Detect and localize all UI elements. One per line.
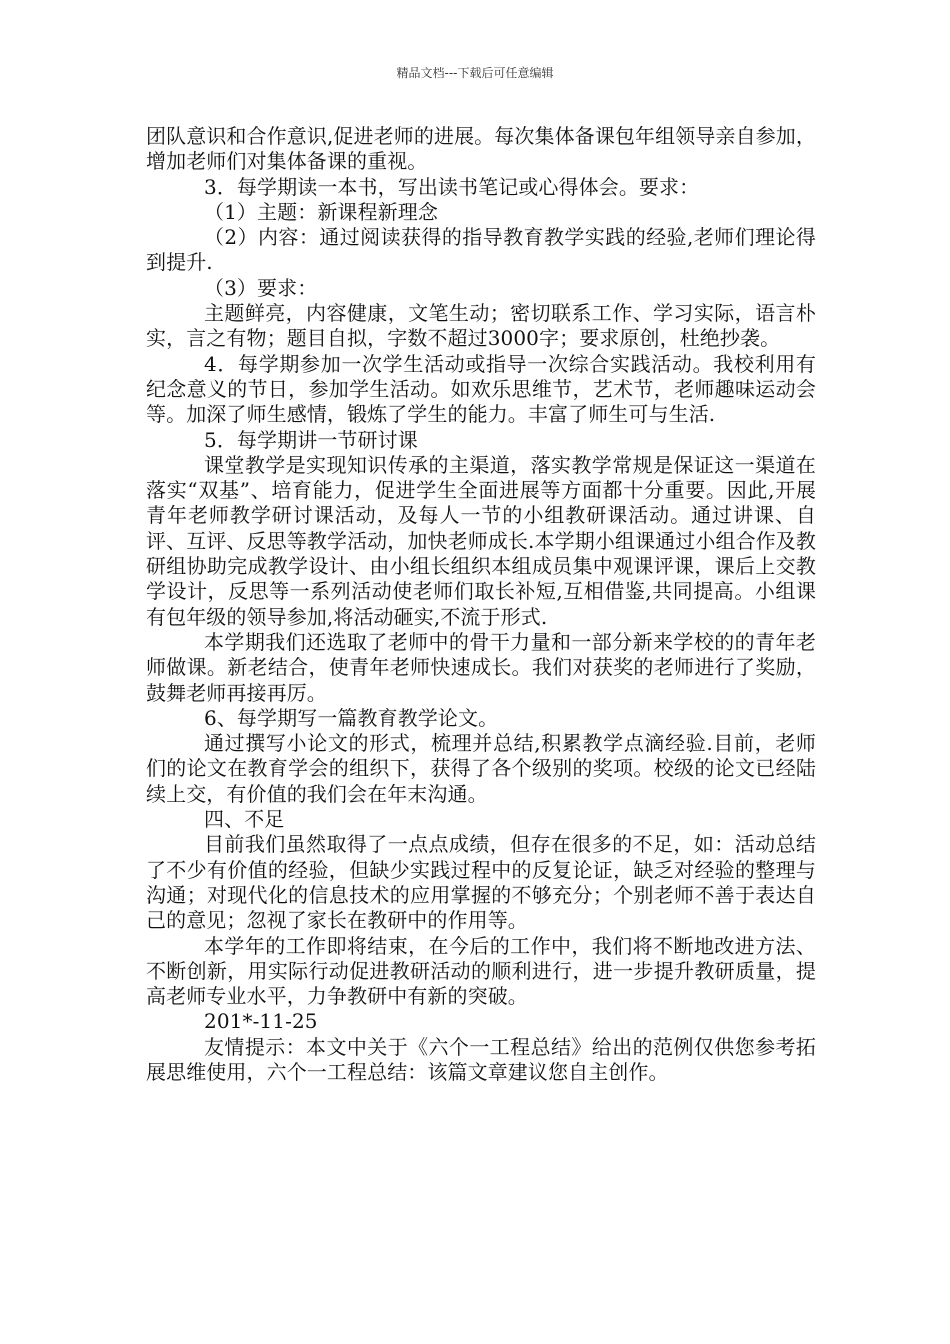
document-date: 201*-11-25	[204, 1009, 318, 1034]
paragraph-friendly-tip: 友情提示：本文中关于《六个一工程总结》给出的范例仅供您参考拓展思维使用，六个一工程总结：该篇文章建议您自主创作。	[146, 1034, 816, 1084]
paragraph-papers: 通过撰写小论文的形式，梳理并总结,积累教学点滴经验.目前，老师们的论文在教育学会的组织下，获得了各个级别的奖项。校级的论文已经陆续上交，有价值的我们会在年末沟通。	[146, 731, 816, 806]
paragraph-item-4: 4．每学期参加一次学生活动或指导一次综合实践活动。我校利用有纪念意义的节日，参加学生活动。如欢乐思维节，艺术节，老师趣味运动会等。加深了师生感情，锻炼了学生的能力。丰富了师生可与生活.	[146, 351, 816, 427]
paragraph-item-6: 6、每学期写一篇教育教学论文。	[204, 705, 499, 730]
paragraph-item-3: 3．每学期读一本书，写出读书笔记或心得体会。要求：	[204, 174, 700, 199]
paragraph-item-5: 5．每学期讲一节研讨课	[204, 427, 418, 452]
document-body	[146, 124, 816, 1085]
paragraph-theme: （1）主题：新课程新理念	[204, 199, 438, 224]
section-heading-shortcomings: 四、不足	[204, 807, 285, 832]
paragraph-shortcomings: 目前我们虽然取得了一点点成绩，但存在很多的不足，如：活动总结了不少有价值的经验，但缺少实践过程中的反复论证，缺乏对经验的整理与沟通；对现代化的信息技术的应用掌握的不够充分；个别老师不善于表达自己的意见；忽视了家长在教研中的作用等。	[146, 832, 816, 933]
paragraph-classroom-teaching: 课堂教学是实现知识传承的主渠道，落实教学常规是保证这一渠道在落实“双基”、培育能力，促进学生全面进展等方面都十分重要。因此,开展青年老师教学研讨课活动，及每人一节的小组教研课活动。通过讲课、自评、互评、反思等教学活动，加快老师成长.本学期小组课通过小组合作及教研组协助完成教学设计、由小组长组织本组成员集中观课评课，课后上交教学设计，反思等一系列活动使老师们取长补短,互相借鉴,共同提高。小组课有包年级的领导参加,将活动砸实,不流于形式.	[146, 452, 816, 629]
page-header: 精品文档---下载后可任意编辑	[396, 66, 554, 80]
paragraph-requirements-detail: 主题鲜亮，内容健康，文笔生动；密切联系工作、学习实际，语言朴实，言之有物；题目自拟，字数不超过3000字；要求原创，杜绝抄袭。	[146, 301, 816, 351]
paragraph-content: （2）内容：通过阅读获得的指导教育教学实践的经验,老师们理论得到提升.	[146, 225, 816, 275]
paragraph-teamwork: 团队意识和合作意识,促进老师的进展。每次集体备课包年组领导亲自参加，增加老师们对集体备课的重视。	[146, 124, 816, 174]
paragraph-outlook: 本学年的工作即将结束，在今后的工作中，我们将不断地改进方法、不断创新，用实际行动促进教研活动的顺利进行，进一步提升教研质量，提高老师专业水平，力争教研中有新的突破。	[146, 933, 816, 1009]
paragraph-requirements: （3）要求：	[204, 275, 318, 300]
paragraph-young-teachers: 本学期我们还选取了老师中的骨干力量和一部分新来学校的的青年老师做课。新老结合，使青年老师快速成长。我们对获奖的老师进行了奖励，鼓舞老师再接再厉。	[146, 629, 816, 705]
